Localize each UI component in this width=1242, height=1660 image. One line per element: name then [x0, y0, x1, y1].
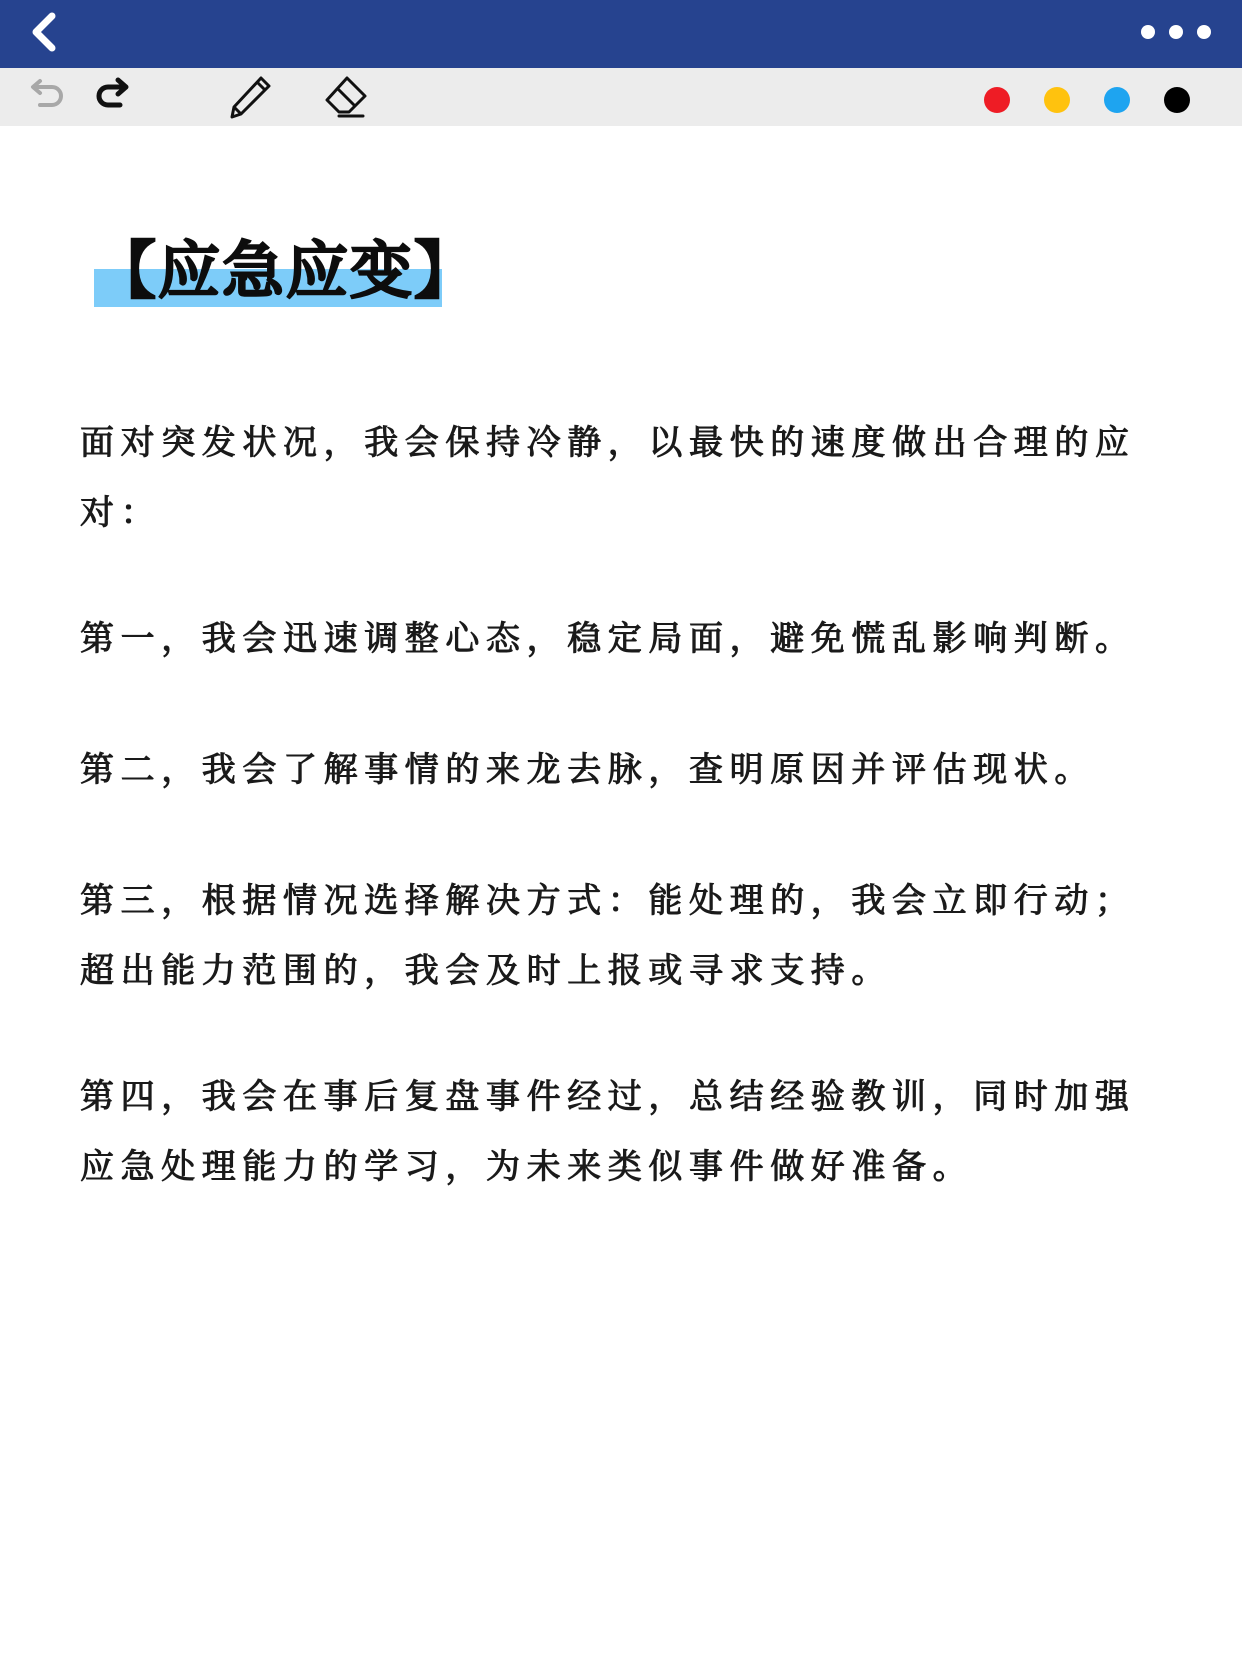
- paragraph-point-1: 第一，我会迅速调整心态，稳定局面，避免慌乱影响判断。: [80, 619, 1136, 659]
- eraser-icon: [323, 74, 369, 120]
- top-app-bar: [0, 0, 1242, 68]
- color-swatch-yellow[interactable]: [1044, 87, 1070, 113]
- chevron-left-icon: [22, 8, 70, 56]
- note-title-block: [94, 236, 478, 306]
- paragraph-intro: 面对突发状况，我会保持冷静，以最快的速度做出合理的应对：: [80, 423, 1136, 533]
- note-title: 【应急应变】: [94, 234, 479, 307]
- eraser-tool-button[interactable]: [322, 68, 370, 126]
- undo-button[interactable]: [24, 68, 68, 126]
- color-swatch-black[interactable]: [1164, 87, 1190, 113]
- more-options-button[interactable]: [1138, 18, 1214, 46]
- paragraph-point-3: 第三，根据情况选择解决方式：能处理的，我会立即行动；超出能力范围的，我会及时上报或寻求支持。: [80, 881, 1136, 991]
- undo-icon: [26, 77, 66, 117]
- pencil-tool-button[interactable]: [226, 68, 274, 126]
- back-button[interactable]: [22, 8, 70, 56]
- redo-button[interactable]: [92, 68, 136, 126]
- more-horizontal-icon: [1138, 18, 1214, 46]
- color-swatch-blue[interactable]: [1104, 87, 1130, 113]
- color-swatch-red[interactable]: [984, 87, 1010, 113]
- redo-icon: [94, 77, 134, 117]
- pencil-icon: [227, 74, 273, 120]
- paragraph-point-4: 第四，我会在事后复盘事件经过，总结经验教训，同时加强应急处理能力的学习，为未来类似事件做好准备。: [80, 1077, 1136, 1187]
- paragraph-point-2: 第二，我会了解事情的来龙去脉，查明原因并评估现状。: [80, 750, 1095, 790]
